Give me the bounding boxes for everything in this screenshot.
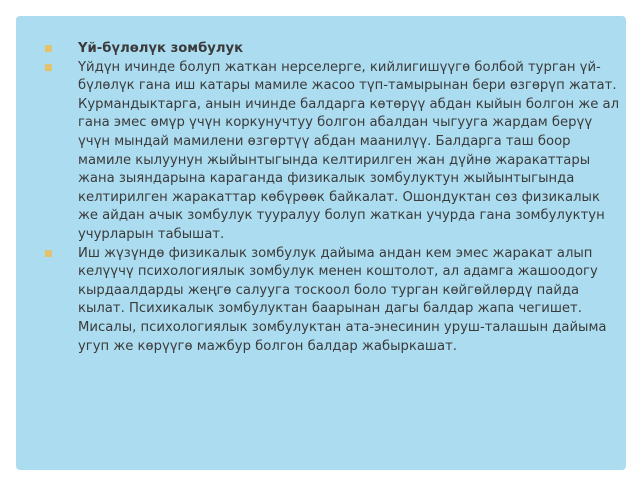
paragraph-1-text: Үйдүн ичинде болуп жаткан нерселерге, кийлигишүүгө болбой турган үй-бүлөлүк гана иш катары мамиле жасоо түп-тамырынан бери өзгөрүп жатат. Курмандыктарга, анын ичинде балдарга көтөрүү абдан кыйын болгон же ал гана эмес өмүр үчүн коркунучтуу болгон абалдан чыгууга жардам берүү үчүн мындай мамилени өзгөртүү абдан маанилүү. Балдарга таш боор мамиле кылуунун жыйынтыгында келтирилген жан дүйнө жаракаттары жана зыяндарына караганда физикалык зомбулуктун жыйынтыгында келтирилген жаракаттар көбүрөөк байкалат. Ошондуктан сөз физикалык же айдан ачык зомбулук тууралуу болуп жаткан учурда гана зомбулуктун учурларын табышат. — [78, 59, 620, 242]
bullet-item-paragraph-1 — [44, 59, 624, 245]
bullet-list — [44, 40, 624, 356]
paragraph-2-text: Иш жүзүндө физикалык зомбулук дайыма андан кем эмес жаракат алып келүүчү психологиялык зомбулук менен коштолот, ал адамга жашоодогу кырдаалдарды жеңгө салууга тоскоол боло турган көйгөйлөрдү пайда кылат. Психикалык зомбулуктан баарынан дагы балдар жапа чегишет. Мисалы, психологиялык зомбулуктан ата-энесинин уруш-талашын дайыма угуп же көрүүгө мажбур болгон балдар жабыркашат. — [78, 245, 607, 354]
bullet-icon: ■ — [44, 44, 53, 54]
bullet-icon: ■ — [44, 62, 53, 73]
bullet-item-title — [44, 40, 624, 59]
slide-title: Үй-бүлөлүк зомбулук — [78, 41, 244, 56]
slide-panel — [16, 16, 626, 470]
bullet-icon: ■ — [44, 248, 53, 259]
bullet-item-paragraph-2 — [44, 245, 624, 357]
